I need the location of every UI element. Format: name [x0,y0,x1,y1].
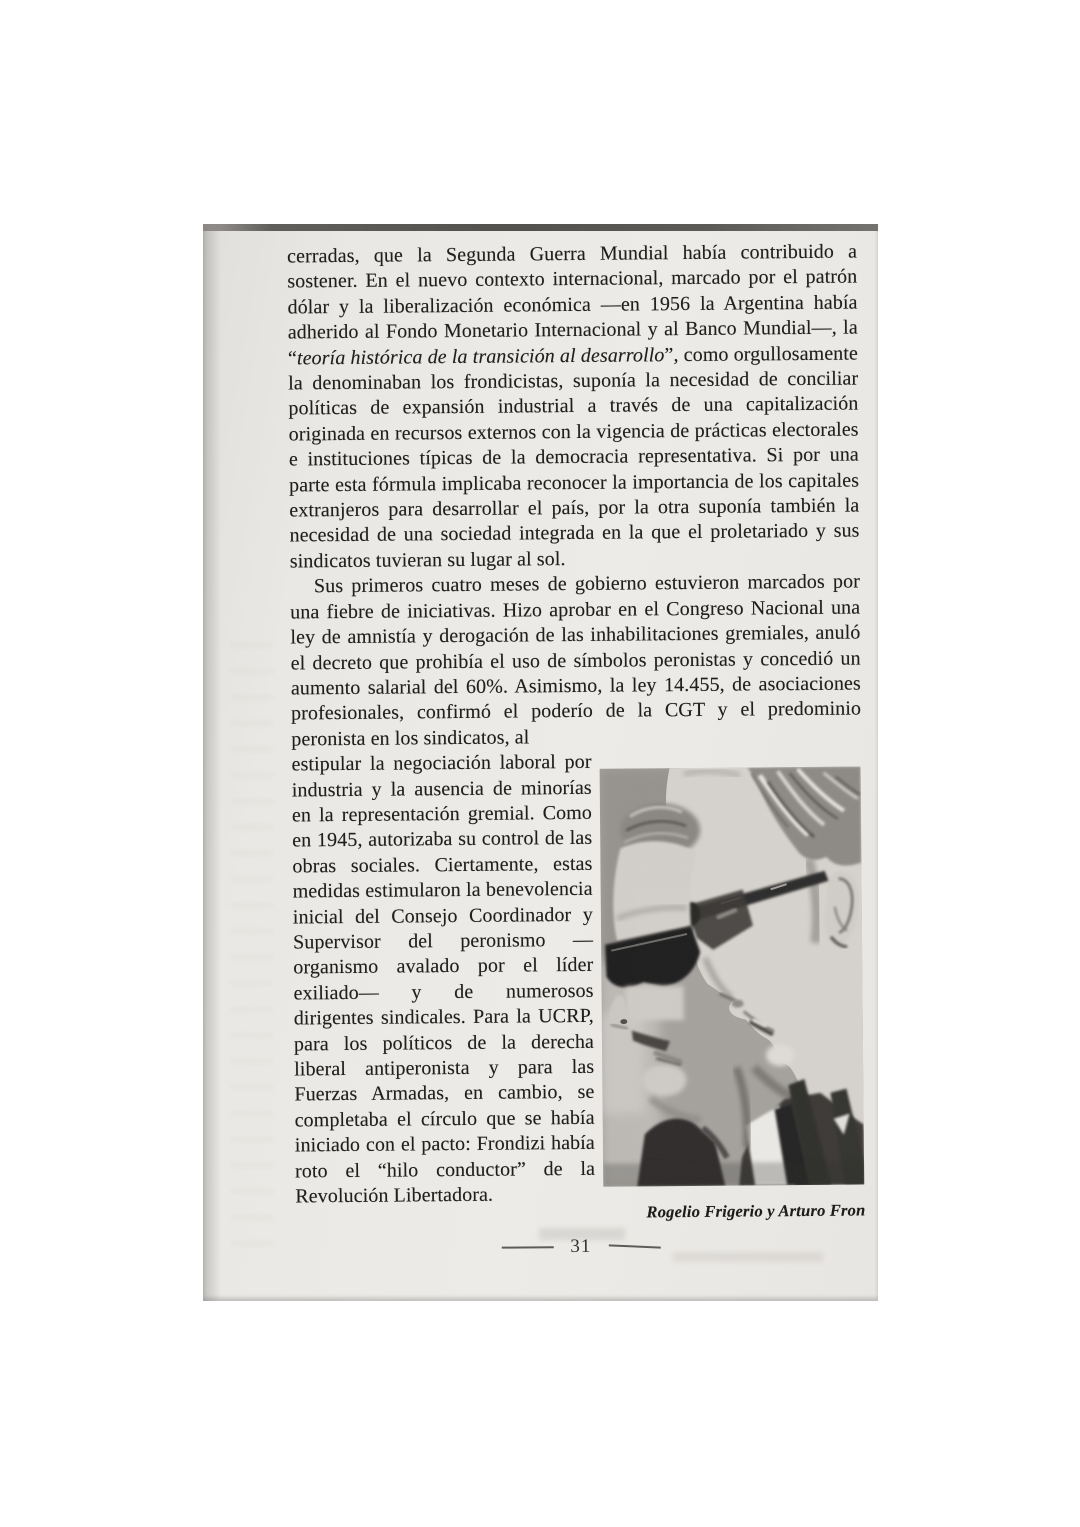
text-and-photo-row [291,748,865,1226]
page-number-row [296,1234,866,1261]
paragraph-2-intro: Sus primeros cuatro meses de gobierno estuvieron marcados por una fiebre de iniciativas. Hizo aprobar en el Congreso Nacional una ley de amnistía y derogación de las inhabilitaciones gremiales, anuló el decreto que prohibía el uso de símbolos peronistas y concedió un aumento salarial del 60%. Asimismo, la ley 14.455, de asociaciones profesionales, confirmó el poderío de la CGT y el predominio peronista en los sindicatos, al [290,570,862,751]
photo-caption: Rogelio Frigerio y Arturo Fron [646,1200,866,1222]
page-number: 31 [570,1235,592,1258]
paragraph-1-italic-phrase: teoría histórica de la transición al desarrollo [296,343,665,370]
paragraph-2-continuation: estipular la negociación laboral por industria y la ausencia de minorías en la representación gremial. Como en 1945, autorizaba su control de las obras sociales. Ciertamente, estas medidas estimularon la benevolencia inicial del Consejo Coordinador y Supervisor del peronismo —organismo avalado por el líder exiliado— y de numerosos dirigentes sindicales. Para la UCRP, para los políticos de la derecha liberal antiperonista y para las Fuerzas Armadas, en cambio, se completaba el círculo que se había iniciado con el pacto: Frondizi había roto el “hilo conductor” de la Revolución Libertadora. [291,750,596,1208]
page-left-edge-shadow [203,224,221,1301]
scanned-book-page [203,224,878,1301]
page-number-right-rule [608,1244,660,1248]
photo-frigerio-frondizi [600,767,865,1187]
page-number-left-rule [501,1246,553,1248]
page-top-edge-shadow [203,224,878,231]
paragraph-1 [287,240,860,575]
ink-bleed-through-left-margin [231,644,273,1264]
paragraph-1-text: cerradas, que la Segunda Guerra Mundial había contribuido a sostener. En el nuevo contexto internacional, marcado por el patrón dólar y la liberalización económica —en 1956 la Argentina había adherido al Fondo Monetario Internacional y al Banco Mundial—, la “ [287,240,858,370]
page-content [287,240,866,1261]
photo-figure [600,767,866,1223]
paragraph-1-continuation: ”, como orgullosamente la denominaban los frondicistas, suponía la necesidad de conciliar políticas de expansión industrial a través de una capitalización originada en recursos externos con la vigencia de prácticas electorales e instituciones típicas de la democracia representativa. Si por una parte esta fórmula implicaba reconocer la importancia de los capitales extranjeros para desarrollar el país, por la otra suponía también la necesidad de una sociedad integrada en la que el proletariado y sus sindicatos tuvieran su lugar al sol. [288,342,860,573]
